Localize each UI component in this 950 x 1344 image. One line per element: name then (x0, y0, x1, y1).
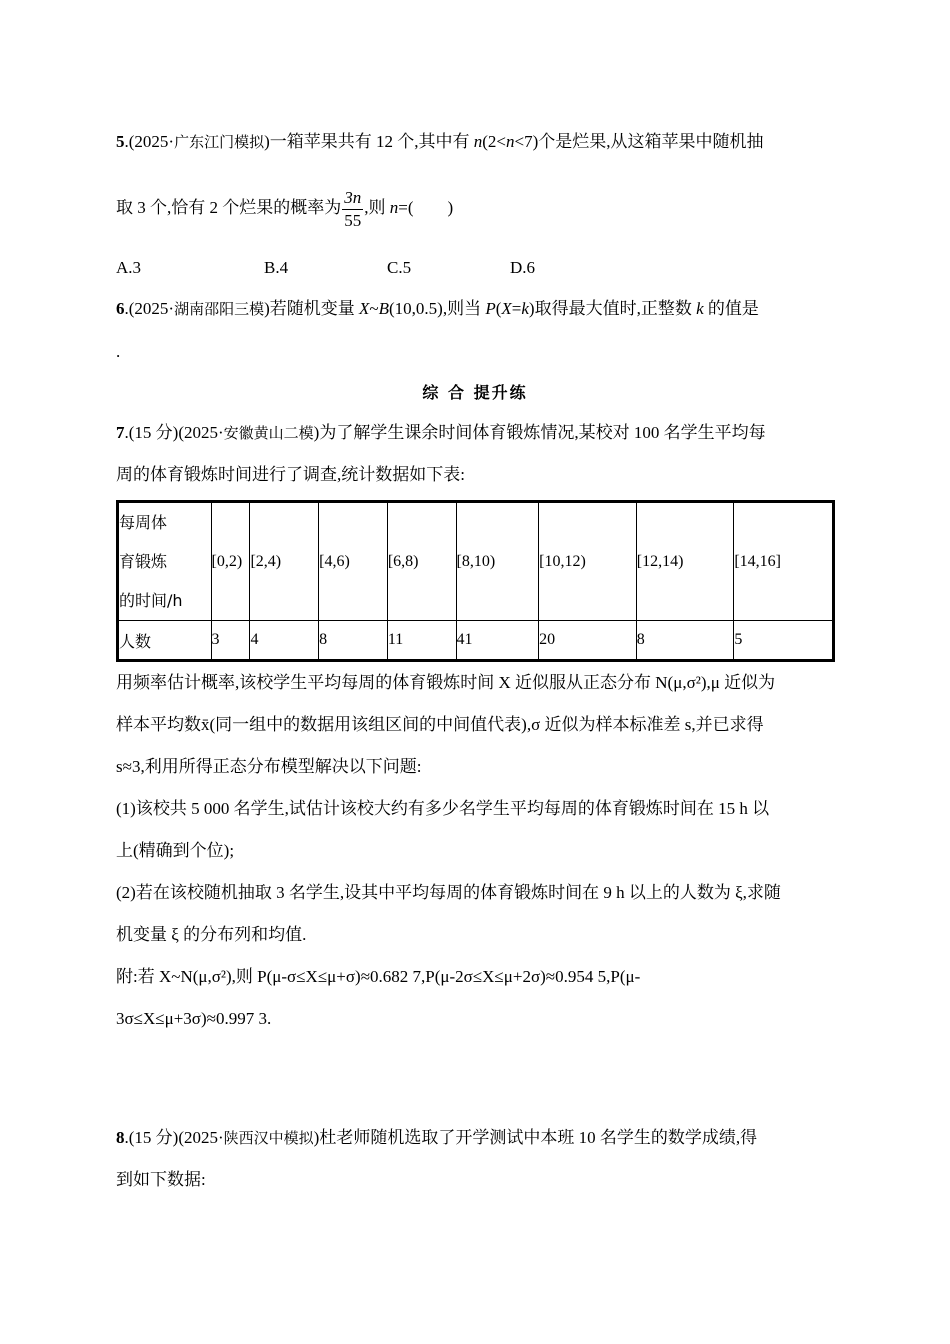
header-label-cell: 每周体 育锻炼 的时间/h (118, 502, 212, 621)
interval-cell: [10,12) (539, 502, 637, 621)
fraction-denominator: 55 (344, 210, 362, 230)
interval-cell: [8,10) (456, 502, 539, 621)
q8-source: 陕西汉中模拟 (223, 1129, 314, 1147)
table-header-row (118, 502, 834, 621)
q8-line-2: 到如下数据: (116, 1170, 206, 1189)
q5-option-c: C.5 (387, 258, 412, 277)
interval-cell: [12,14) (636, 502, 734, 621)
q7-para-2: 样本平均数x̄(同一组中的数据用该组区间的中间值代表),σ 近似为样本标准差 s,并已求得 (116, 715, 764, 734)
interval-cell: [6,8) (387, 502, 456, 621)
interval-cell: [4,6) (319, 502, 388, 621)
q7-note-line-2: 3σ≤X≤μ+3σ)≈0.997 3. (116, 1009, 272, 1028)
q8-line-1: 8.(15 分)(2025·陕西汉中模拟)杜老师随机选取了开学测试中本班 10 名学生的数学成绩,得 (116, 1128, 758, 1147)
q7-number: 7 (116, 423, 125, 442)
q5-option-d: D.6 (510, 258, 536, 277)
count-cell: 8 (319, 621, 388, 661)
count-cell: 20 (539, 621, 637, 661)
q5-source: 广东江门模拟 (174, 133, 265, 151)
probability-fraction (342, 187, 363, 232)
count-cell: 5 (734, 621, 834, 661)
q7-source: 安徽黄山二模 (223, 424, 314, 442)
q7-sub2-line-1: (2)若在该校随机抽取 3 名学生,设其中平均每周的体育锻炼时间在 9 h 以上的人数为 ξ,求随 (116, 883, 781, 902)
q6-source: 湖南邵阳三模 (174, 300, 265, 318)
q7-line-1: 7.(15 分)(2025·安徽黄山二模)为了解学生课余时间体育锻炼情况,某校对 100 名学生平均每 (116, 423, 766, 442)
table-count-row (118, 621, 834, 661)
interval-cell: [0,2) (211, 502, 250, 621)
interval-cell: [14,16] (734, 502, 834, 621)
count-cell: 3 (211, 621, 250, 661)
q7-sub2-line-2: 机变量 ξ 的分布列和均值. (116, 925, 307, 944)
q5-number: 5 (116, 132, 125, 151)
q5-option-a: A.3 (116, 258, 142, 277)
count-cell: 11 (387, 621, 456, 661)
q5-option-b: B.4 (264, 258, 289, 277)
count-cell: 41 (456, 621, 539, 661)
count-label-cell: 人数 (118, 621, 212, 661)
q7-para-3: s≈3,利用所得正态分布模型解决以下问题: (116, 757, 422, 776)
q6-answer-blank: . (116, 342, 121, 361)
q8-number: 8 (116, 1128, 125, 1147)
q5-line-2: 取 3 个,恰有 2 个烂果的概率为 $\frac{3n}{55}$ ,则 n=( ) (116, 187, 454, 230)
q5-line-1: 5.(2025·广东江门模拟)一箱苹果共有 12 个,其中有 n(2<n<7)个是烂果,从这箱苹果中随机抽 (116, 132, 764, 151)
q6-line-1: 6.(2025·湖南邵阳三模)若随机变量 X~B(10,0.5),则当 P(X=k)取得最大值时,正整数 k 的值是 (116, 299, 759, 318)
q7-note-line-1: 附:若 X~N(μ,σ²),则 P(μ-σ≤X≤μ+σ)≈0.682 7,P(μ-2σ≤X≤μ+2σ)≈0.954 5,P(μ- (116, 967, 641, 986)
section-heading: 综 合 提升练 (422, 383, 528, 402)
count-cell: 8 (636, 621, 734, 661)
q7-sub1-line-2: 上(精确到个位); (116, 841, 235, 860)
q7-sub1-line-1: (1)该校共 5 000 名学生,试估计该校大约有多少名学生平均每周的体育锻炼时间在 15 h 以 (116, 799, 770, 818)
interval-cell: [2,4) (250, 502, 319, 621)
q7-line-2: 周的体育锻炼时间进行了调查,统计数据如下表: (116, 465, 465, 484)
count-cell: 4 (250, 621, 319, 661)
q7-para-1: 用频率估计概率,该校学生平均每周的体育锻炼时间 X 近似服从正态分布 N(μ,σ²),μ 近似为 (116, 673, 776, 692)
frequency-table (116, 500, 835, 662)
fraction-numerator: 3n (342, 187, 363, 210)
q6-number: 6 (116, 299, 125, 318)
